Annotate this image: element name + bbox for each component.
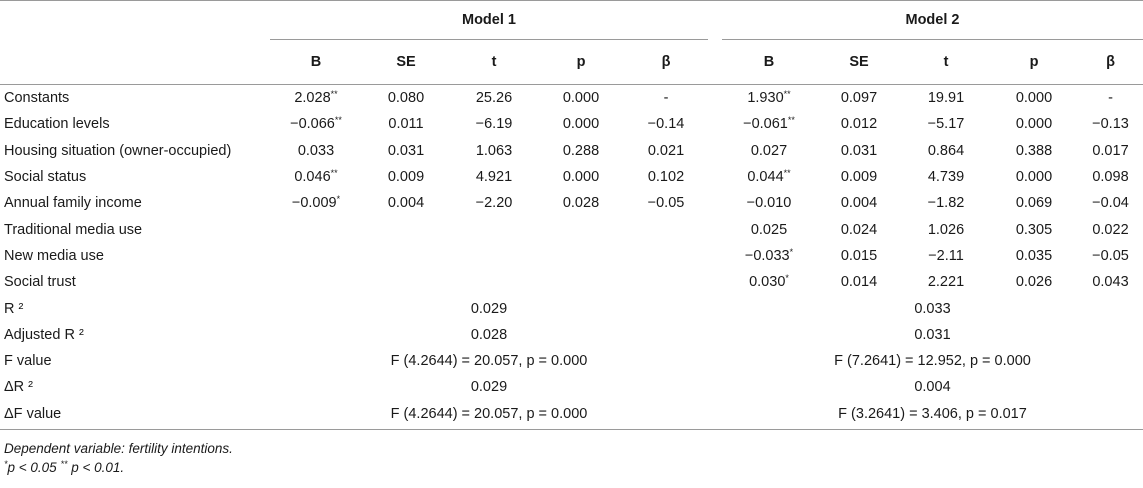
m2-p-cell: 0.000 [1015, 116, 1053, 133]
m1-b-cell [270, 111, 362, 137]
m1-beta-cell: 0.021 [647, 142, 685, 159]
m1-b-cell [270, 164, 362, 190]
m1-beta-cell [624, 216, 708, 242]
coefficient-value: −0.010 [746, 195, 792, 212]
sig-b-text: p < 0.01. [71, 459, 125, 475]
coefficient-value: 0.044 [747, 169, 784, 186]
m2-t-cell: −5.17 [927, 116, 965, 133]
m2-b-cell [722, 216, 816, 242]
m2-se-cell: 0.014 [840, 274, 878, 291]
column-header-b: B [270, 40, 362, 85]
column-header-beta: β [1078, 40, 1143, 85]
m2-b-cell [722, 269, 816, 295]
m1-t-cell: −6.19 [475, 116, 513, 133]
column-gap [708, 401, 722, 430]
column-header-t: t [450, 40, 538, 85]
row-label: Adjusted R ² [4, 326, 84, 343]
m2-beta-cell: −0.13 [1092, 116, 1129, 133]
m2-se-cell: 0.097 [840, 90, 878, 107]
m1-beta-cell: −0.05 [647, 195, 685, 212]
row-label: ΔF value [0, 401, 270, 430]
m2-b-cell [722, 138, 816, 164]
row-label: New media use [4, 247, 104, 264]
m1-t-cell [450, 216, 538, 242]
significance-mark: * [789, 246, 794, 257]
coefficient-value: 0.033 [297, 142, 335, 159]
m1-b-cell [270, 85, 362, 112]
coefficient-value: −0.009 [291, 195, 337, 212]
m1-se-cell: 0.004 [387, 195, 425, 212]
m1-p-cell: 0.000 [562, 169, 600, 186]
coefficient-value: 1.930 [747, 90, 784, 107]
column-gap [708, 269, 722, 295]
m2-t-cell: 0.864 [927, 142, 965, 159]
table-row [0, 164, 1143, 190]
coefficient-value: 0.030 [749, 274, 786, 291]
model1-summary-value: F (4.2644) = 20.057, p = 0.000 [270, 401, 708, 430]
summary-row [0, 295, 1143, 321]
column-header-p: p [990, 40, 1078, 85]
significance-mark: ** [787, 115, 795, 126]
table-row [0, 190, 1143, 216]
coefficient-value: 2.028 [294, 90, 331, 107]
column-gap [708, 374, 722, 400]
m2-p-cell: 0.388 [1015, 142, 1053, 159]
m2-p-cell: 0.026 [1015, 274, 1053, 291]
m2-se-cell: 0.012 [840, 116, 878, 133]
row-label: F value [4, 353, 52, 370]
table-row [0, 85, 1143, 112]
m1-se-cell [362, 269, 450, 295]
m2-beta-cell: 0.098 [1092, 169, 1129, 186]
column-gap [708, 243, 722, 269]
row-label: Social status [4, 169, 87, 186]
model1-summary-value: 0.028 [470, 326, 508, 343]
m1-beta-cell: −0.14 [647, 116, 685, 133]
summary-row [0, 348, 1143, 374]
m1-beta-cell: 0.102 [647, 169, 685, 186]
m2-se-cell: 0.015 [840, 247, 878, 264]
m2-b-cell [722, 164, 816, 190]
row-label: Traditional media use [4, 221, 143, 238]
column-gap [708, 348, 722, 374]
model1-summary-value: 0.029 [470, 300, 508, 317]
m2-beta-cell: - [1108, 90, 1113, 107]
m1-p-cell: 0.000 [562, 116, 600, 133]
column-header-b: B [722, 40, 816, 85]
m1-se-cell: 0.009 [387, 169, 425, 186]
column-header-p: p [538, 40, 624, 85]
coefficient-value: −0.033 [744, 247, 790, 264]
m2-b-cell [722, 190, 816, 216]
m1-p-cell [538, 243, 624, 269]
row-label: R ² [4, 300, 24, 317]
column-gap [708, 85, 722, 112]
column-header-beta: β [624, 40, 708, 85]
m2-t-cell: 19.91 [927, 90, 965, 107]
m1-se-cell: 0.031 [387, 142, 425, 159]
model2-summary-value: 0.004 [914, 379, 951, 396]
m1-p-cell [538, 216, 624, 242]
column-header-se: SE [362, 40, 450, 85]
column-gap [708, 322, 722, 348]
column-gap [708, 138, 722, 164]
table-row [0, 111, 1143, 137]
m2-beta-cell: 0.022 [1092, 221, 1129, 238]
m1-beta-cell: - [663, 90, 669, 107]
m2-p-cell: 0.000 [1015, 169, 1053, 186]
m2-b-cell [722, 111, 816, 137]
m2-t-cell: 2.221 [927, 274, 965, 291]
m1-b-cell [270, 138, 362, 164]
m2-b-cell [722, 243, 816, 269]
m1-beta-cell [624, 243, 708, 269]
m1-b-cell [270, 216, 362, 242]
m2-beta-cell: −0.05 [1092, 247, 1129, 264]
significance-mark: ** [783, 168, 791, 179]
m1-p-cell [538, 269, 624, 295]
row-label: Housing situation (owner-occupied) [4, 142, 232, 159]
significance-mark: ** [334, 115, 342, 126]
model2-summary-value: 0.031 [914, 326, 951, 343]
m2-beta-cell: −0.04 [1092, 195, 1129, 212]
table-row [0, 216, 1143, 242]
column-gap [708, 295, 722, 321]
m2-t-cell: −1.82 [927, 195, 965, 212]
m1-p-cell: 0.028 [562, 195, 600, 212]
column-gap [708, 216, 722, 242]
m1-se-cell: 0.011 [388, 116, 424, 133]
sig-a-mark: * [4, 458, 8, 469]
model1-summary-value: F (4.2644) = 20.057, p = 0.000 [390, 353, 588, 370]
model1-header: Model 1 [270, 1, 708, 40]
coefficient-value: 0.025 [750, 221, 788, 238]
m2-p-cell: 0.000 [1015, 90, 1053, 107]
m2-se-cell: 0.004 [840, 195, 878, 212]
m2-beta-cell: 0.043 [1092, 274, 1129, 291]
column-header-t: t [902, 40, 990, 85]
m2-t-cell: 4.739 [927, 169, 965, 186]
column-gap [708, 164, 722, 190]
summary-row [0, 322, 1143, 348]
m2-se-cell: 0.031 [840, 142, 878, 159]
row-label: Social trust [4, 274, 76, 291]
m2-p-cell: 0.035 [1015, 247, 1053, 264]
m1-se-cell: 0.080 [387, 90, 425, 107]
m2-se-cell: 0.024 [840, 221, 878, 238]
summary-row [0, 374, 1143, 400]
model2-summary-value: F (3.2641) = 3.406, p = 0.017 [722, 401, 1143, 430]
m2-t-cell: 1.026 [927, 221, 965, 238]
coefficient-value: −0.061 [743, 116, 788, 133]
column-gap [708, 111, 722, 137]
m1-b-cell [270, 190, 362, 216]
column-gap [708, 190, 722, 216]
significance-mark: * [785, 273, 789, 284]
model2-summary-value: 0.033 [914, 300, 951, 317]
row-label: ΔR ² [4, 379, 34, 396]
m1-t-cell: −2.20 [475, 195, 513, 212]
significance-mark: ** [330, 168, 338, 179]
row-label: Constants [4, 90, 70, 107]
model2-header: Model 2 [722, 1, 1143, 40]
m1-beta-cell [624, 269, 708, 295]
model1-summary-value: 0.029 [470, 379, 508, 396]
row-label: Annual family income [4, 195, 142, 212]
table-notes [0, 430, 1143, 477]
m1-t-cell: 25.26 [475, 90, 513, 107]
m2-b-cell [722, 85, 816, 112]
m1-t-cell: 4.921 [475, 169, 513, 186]
m1-se-cell [362, 243, 450, 269]
model2-summary-value: F (7.2641) = 12.952, p = 0.000 [834, 353, 1031, 370]
row-label: Education levels [4, 116, 110, 133]
sig-b-mark: ** [60, 458, 68, 469]
m1-t-cell [450, 269, 538, 295]
m1-p-cell: 0.000 [562, 90, 600, 107]
m2-p-cell: 0.305 [1015, 221, 1053, 238]
m1-t-cell: 1.063 [475, 142, 513, 159]
sig-a-text: p < 0.05 [7, 459, 57, 475]
m2-beta-cell: 0.017 [1092, 142, 1129, 159]
table-row [0, 269, 1143, 295]
significance-mark: ** [783, 89, 791, 100]
summary-row [0, 401, 1143, 430]
significance-mark: ** [330, 89, 338, 100]
m1-t-cell [450, 243, 538, 269]
significance-mark: * [336, 194, 341, 205]
coefficient-value: −0.066 [290, 116, 335, 133]
m2-se-cell: 0.009 [840, 169, 878, 186]
table-row [0, 138, 1143, 164]
m1-b-cell [270, 269, 362, 295]
m1-se-cell [362, 216, 450, 242]
table-row [0, 243, 1143, 269]
column-header-se: SE [816, 40, 902, 85]
m2-p-cell: 0.069 [1015, 195, 1053, 212]
m1-p-cell: 0.288 [562, 142, 600, 159]
coefficient-value: 0.046 [294, 169, 331, 186]
m2-t-cell: −2.11 [928, 247, 964, 264]
dependent-variable-note: Dependent variable: fertility intentions. [4, 440, 233, 456]
m1-b-cell [270, 243, 362, 269]
table-body [0, 85, 1143, 430]
coefficient-value: 0.027 [750, 142, 788, 159]
significance-note [4, 458, 1143, 477]
